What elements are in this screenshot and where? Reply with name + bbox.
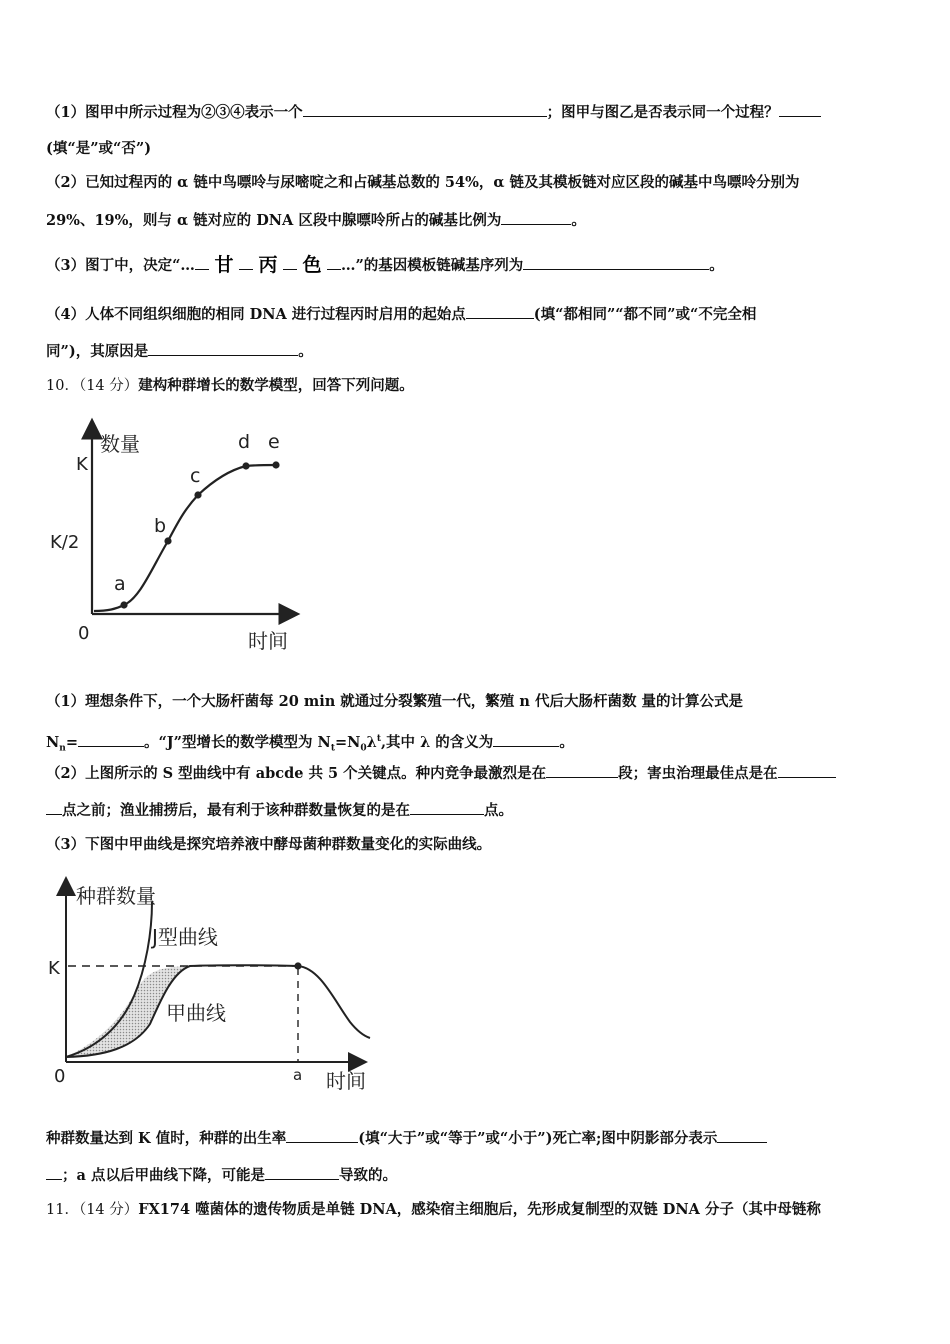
y-axis-label: 数量	[100, 432, 140, 456]
point-a	[120, 601, 127, 608]
q10-part3-line: （3）下图中甲曲线是探究培养液中酵母菌种群数量变化的实际曲线。	[46, 836, 492, 853]
point-d	[242, 462, 249, 469]
point-e-label: e	[268, 431, 280, 453]
answer-blank[interactable]	[78, 731, 144, 747]
j-curve-label: J型曲线	[152, 925, 218, 949]
x-axis-label: 时间	[326, 1069, 366, 1093]
origin-label: 0	[54, 1066, 66, 1087]
q9-part1-line2: (填“是”或“否”)	[46, 140, 152, 157]
q10-part3-text-line2: ；a 点以后甲曲线下降，可能是 导致的。	[46, 1164, 906, 1187]
q9-part1-line1: （1）图甲中所示过程为②③④表示一个 ；图甲与图乙是否表示同一个过程？	[46, 101, 906, 124]
answer-blank[interactable]	[265, 1164, 339, 1180]
k-label: K	[76, 454, 88, 475]
answer-blank[interactable]	[148, 340, 298, 356]
answer-blank[interactable]	[46, 1164, 62, 1180]
answer-blank[interactable]	[546, 762, 618, 778]
y-axis-label: 种群数量	[76, 884, 156, 908]
q9-part4-line2: 同”)，其原因是 。	[46, 340, 906, 363]
q9-part4-line1: （4）人体不同组织细胞的相同 DNA 进行过程丙时启用的起始点 (填“都相同”“都不同”或“不完全相	[46, 303, 906, 326]
s-curve-figure	[44, 408, 314, 668]
answer-blank[interactable]	[195, 254, 209, 270]
point-d-label: d	[238, 431, 251, 453]
q10-part2-line1: （2）上图所示的 S 型曲线中有 abcde 共 5 个关键点。种内竞争最激烈是在 段；害虫治理最佳点是在	[46, 762, 906, 785]
point-c-label: c	[190, 465, 201, 487]
q9-part2-line1: （2）已知过程丙的 α 链中鸟嘌呤与尿嘧啶之和占碱基总数的 54%，α 链及其模板链对应区段的碱基中鸟嘌呤分别为	[46, 174, 800, 191]
q11-heading: 11．（14 分）FX174 噬菌体的遗传物质是单链 DNA，感染宿主细胞后，先形成复制型的双链 DNA 分子（其中母链称	[46, 1201, 821, 1218]
answer-blank[interactable]	[523, 254, 709, 270]
q10-heading: 10．（14 分）建构种群增长的数学模型，回答下列问题。	[46, 377, 414, 394]
answer-blank[interactable]	[717, 1127, 767, 1143]
jia-curve-label: 甲曲线	[166, 1001, 226, 1025]
answer-blank[interactable]	[501, 209, 571, 225]
j-vs-jia-curve-figure	[44, 872, 384, 1102]
point-b-label: b	[154, 515, 167, 537]
answer-blank[interactable]	[779, 101, 821, 117]
answer-blank[interactable]	[410, 799, 484, 815]
point-c	[194, 491, 201, 498]
q9-part2-line2: 29%、19%，则与 α 链对应的 DNA 区段中腺嘌呤所占的碱基比例为 。	[46, 209, 906, 232]
amino-acid-text-2: 丙	[258, 254, 278, 274]
answer-blank[interactable]	[778, 762, 836, 778]
answer-blank[interactable]	[46, 799, 62, 815]
q10-part1-line1: （1）理想条件下，一个大肠杆菌每 20 min 就通过分裂繁殖一代，繁殖 n 代后大肠杆菌数 量的计算公式是	[46, 693, 743, 710]
q10-part2-line2: 点之前；渔业捕捞后，最有利于该种群数量恢复的是在 点。	[46, 799, 906, 822]
point-b	[164, 537, 171, 544]
amino-acid-text-1: 甘	[214, 254, 234, 274]
amino-acid-glyph-2	[253, 254, 283, 274]
answer-blank[interactable]	[493, 731, 559, 747]
point-a-label: a	[293, 1066, 303, 1084]
answer-blank[interactable]	[303, 101, 547, 117]
k-half-label: K/2	[50, 532, 80, 553]
answer-blank[interactable]	[327, 254, 341, 270]
answer-blank[interactable]	[239, 254, 253, 270]
amino-acid-glyph-1	[209, 254, 239, 274]
q10-part3-text-line1: 种群数量达到 K 值时，种群的出生率 (填“大于”或“等于”或“小于”)死亡率;图中阴影部分表示	[46, 1127, 906, 1150]
x-axis-label: 时间	[248, 629, 288, 653]
amino-acid-text-3: 色	[302, 254, 322, 274]
origin-label: 0	[78, 623, 90, 644]
answer-blank[interactable]	[286, 1127, 358, 1143]
point-a-label: a	[114, 573, 126, 595]
q9-part3-line: （3）图丁中，决定“… 甘 丙 色 …”的基因模板链碱基序列为 。	[46, 254, 724, 274]
point-e	[272, 461, 279, 468]
answer-blank[interactable]	[283, 254, 297, 270]
amino-acid-glyph-3	[297, 254, 327, 274]
answer-blank[interactable]	[466, 303, 534, 319]
k-label: K	[48, 958, 60, 979]
point-a-marker	[294, 962, 301, 969]
q10-part1-line2: $N_n=$ 。“J”型增长的数学模型为 $N_t=N_0\lambda^t$,其中 λ 的含义为 。	[46, 728, 906, 760]
